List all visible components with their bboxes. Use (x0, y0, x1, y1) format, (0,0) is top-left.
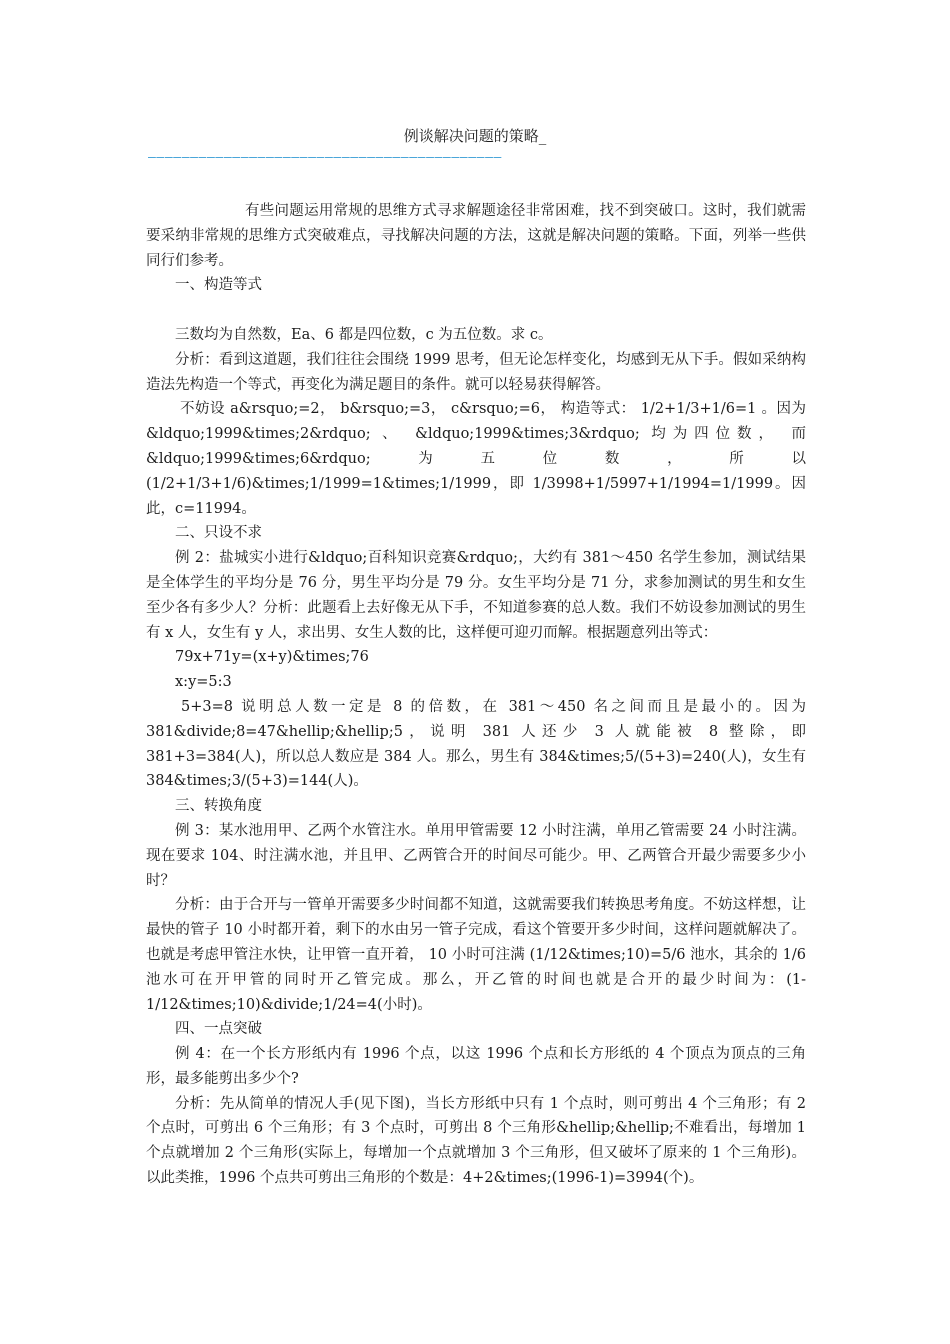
solution-2: 5+3=8 说明总人数一定是 8 的倍数，在 381～450 名之间而且是最小的。因为 381&divide;8=47&hellip;&hellip;5，说明 381 人还少 3 人就能被 8 整除，即 381+3=384(人)，所以总人数应是 384 人。那么，男生有 384&times;5/(5+3)=240(人)，女生有 384&times;3/(5+3)=144(人)。 (146, 698, 806, 790)
analysis-4: 分析：先从简单的情况人手(见下图)，当长方形纸中只有 1 个点时，则可剪出 4 个三角形；有 2 个点时，可剪出 6 个三角形；有 3 个点时，可剪出 8 个三角形&hellip;&hellip;不难看出，每增加 1 个点就增加 2 个三角形(实际上，每增加一个点就增加 3 个三角形，但又破坏了原来的 1 个三角形)。以此类推，1996 个点共可剪出三角形的个数是：4+2&times;(1996-1)=3994(个)。 (146, 1095, 806, 1187)
problem-1: 三数均为自然数，Ea、6 都是四位数，c 为五位数。求 c。 (175, 326, 553, 343)
analysis-1: 分析：看到这道题，我们往往会围绕 1999 思考，但无论怎样变化，均感到无从下手。假如采纳构造法先构造一个等式，再变化为满足题目的条件。就可以轻易获得解答。 (146, 351, 806, 393)
document-body (146, 199, 806, 1191)
example-4: 例 4：在一个长方形纸内有 1996 个点，以这 1996 个点和长方形纸的 4 个顶点为顶点的三角形，最多能剪出多少个? (146, 1046, 806, 1087)
page-title: 例谈解决问题的策略_ (403, 127, 547, 145)
equation-2: x:y=5:3 (175, 674, 232, 691)
section-heading-3: 三、转换角度 (175, 798, 262, 815)
section-heading-1: 一、构造等式 (175, 277, 262, 294)
intro-paragraph: 有些问题运用常规的思维方式寻求解题途径非常困难，找不到突破口。这时，我们就需要采纳非常规的思维方式突破难点，寻找解决问题的方法，这就是解决问题的策略。下面，列举一些供同行们参考。 (146, 203, 806, 269)
section-heading-4: 四、一点突破 (175, 1021, 262, 1038)
title-divider: —————————————————————————————————————————— (148, 150, 502, 165)
example-3: 例 3：某水池用甲、乙两个水管注水。单用甲管需要 12 小时注满，单用乙管需要 24 小时注满。现在要求 104、时注满水池，并且甲、乙两管合开的时间尽可能少。甲、乙两管合开最少需要多少小时？ (146, 822, 806, 889)
analysis-3: 分析：由于合开与一管单开需要多少时间都不知道，这就需要我们转换思考角度。不妨这样想，让最快的管子 10 小时都开着，剩下的水由另一管子完成，看这个管要开多少时间，这样问题就解决了。也就是考虑甲管注水快，让甲管一直开着， 10 小时可注满 (1/12&times;10)=5/6 池水，其余的 1/6 池水可在开甲管的同时开乙管完成。那么，开乙管的时间也就是合开的最少时间为：(1-1/12&times;10)&divide;1/24=4(小时)。 (146, 897, 806, 1013)
example-2: 例 2：盐城实小进行&ldquo;百科知识竞赛&rdquo;，大约有 381～450 名学生参加，测试结果是全体学生的平均分是 76 分，男生平均分是 79 分。女生平均分是 71 分，求参加测试的男生和女生至少各有多少人？分析：此题看上去好像无从下手，不知道参赛的总人数。我们不妨设参加测试的男生有 x 人，女生有 y 人，求出男、女生人数的比，这样便可迎刃而解。根据题意列出等式： (146, 550, 806, 641)
solution-1: 不妨设 a&rsquo;=2， b&rsquo;=3， c&rsquo;=6， 构造等式： 1/2+1/3+1/6=1 。因为 &ldquo;1999&times;2&rdquo; 、 &ldquo;1999&times;3&rdquo; 均为四位数， 而 &ldquo;1999&times;6&rdquo;为五位数，所以(1/2+1/3+1/6)&times;1/1999=1&times;1/1999，即 1/3998+1/5997+1/1994=1/1999。因此，c=11994。 (146, 401, 806, 517)
blank-line (146, 298, 806, 323)
section-heading-2: 二、只设不求 (175, 525, 262, 542)
equation-1: 79x+71y=(x+y)&times;76 (175, 649, 369, 666)
